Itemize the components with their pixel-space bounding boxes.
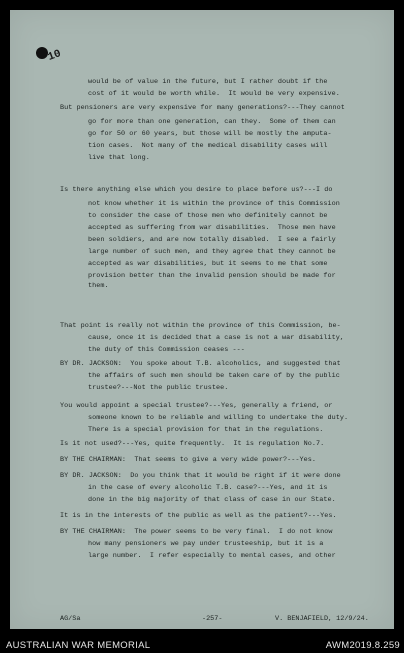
text-line: cause, once it is decided that a case is not a war disability, [88, 334, 344, 342]
text-line: live that long. [88, 154, 150, 162]
footer-signature-date: V. BENJAFIELD, 12/9/24. [275, 615, 369, 623]
text-line: BY DR. JACKSON: Do you think that it would be right if it were done [60, 472, 341, 480]
archive-id: AWM2019.8.259 [325, 640, 400, 651]
text-line: go for 50 or 60 years, but those will be mostly the amputa- [88, 130, 332, 138]
text-line: the duty of this Commission ceases --- [88, 346, 245, 354]
text-line: been soldiers, and are now totally disabled. I see a fairly [88, 236, 336, 244]
text-line: BY THE CHAIRMAN: The power seems to be very final. I do not know [60, 528, 333, 536]
text-line: You would appoint a special trustee?---Yes, generally a friend, or [60, 402, 333, 410]
footer-reference: AG/Sa [60, 615, 81, 623]
text-line: someone known to be reliable and willing to undertake the duty. [88, 414, 349, 422]
text-line: go for more than one generation, can they. Some of them can [88, 118, 336, 126]
text-line: It is in the interests of the public as well as the patient?---Yes. [60, 512, 337, 520]
text-line: cost of it would be worth while. It would be very expensive. [88, 90, 340, 98]
text-line: the affairs of such men should be taken care of by the public [88, 372, 340, 380]
text-line: tion cases. Not many of the medical disability cases will [88, 142, 328, 150]
text-line: trustee?---Not the public trustee. [88, 384, 229, 392]
text-line: BY DR. JACKSON: You spoke about T.B. alcoholics, and suggested that [60, 360, 341, 368]
text-line: would be of value in the future, but I rather doubt if the [88, 78, 328, 86]
text-line: Is it not used?---Yes, quite frequently. It is regulation No.7. [60, 440, 325, 448]
text-line: But pensioners are very expensive for many generations?---They cannot [60, 104, 345, 112]
document-page [10, 10, 394, 629]
text-line: not know whether it is within the province of this Commission [88, 200, 340, 208]
page-number: -257- [202, 615, 223, 623]
text-line: That point is really not within the province of this Commission, be- [60, 322, 341, 330]
text-line: to consider the case of those men who definitely cannot be [88, 212, 328, 220]
archive-credit: AUSTRALIAN WAR MEMORIAL [6, 640, 151, 651]
text-line: There is a special provision for that in the regulations. [88, 426, 324, 434]
text-line: them. [88, 282, 109, 290]
text-line: BY THE CHAIRMAN: That seems to give a very wide power?---Yes. [60, 456, 316, 464]
text-line: accepted as suffering from war disabilities. Those men have [88, 224, 336, 232]
text-line: accepted as war disabilities, but it seems to me that some [88, 260, 328, 268]
text-line: provision better than the invalid pension should be made for [88, 272, 336, 280]
folio-mark: 10 [46, 48, 63, 64]
text-line: how many pensioners we pay under trusteeship, but it is a [88, 540, 324, 548]
text-line: done in the big majority of that class of case in our State. [88, 496, 336, 504]
text-line: large number of such men, and they agree that they cannot be [88, 248, 336, 256]
text-line: large number. I refer especially to mental cases, and other [88, 552, 336, 560]
text-line: Is there anything else which you desire to place before us?---I do [60, 186, 333, 194]
text-line: in the case of every alcoholic T.B. case?---Yes, and it is [88, 484, 328, 492]
